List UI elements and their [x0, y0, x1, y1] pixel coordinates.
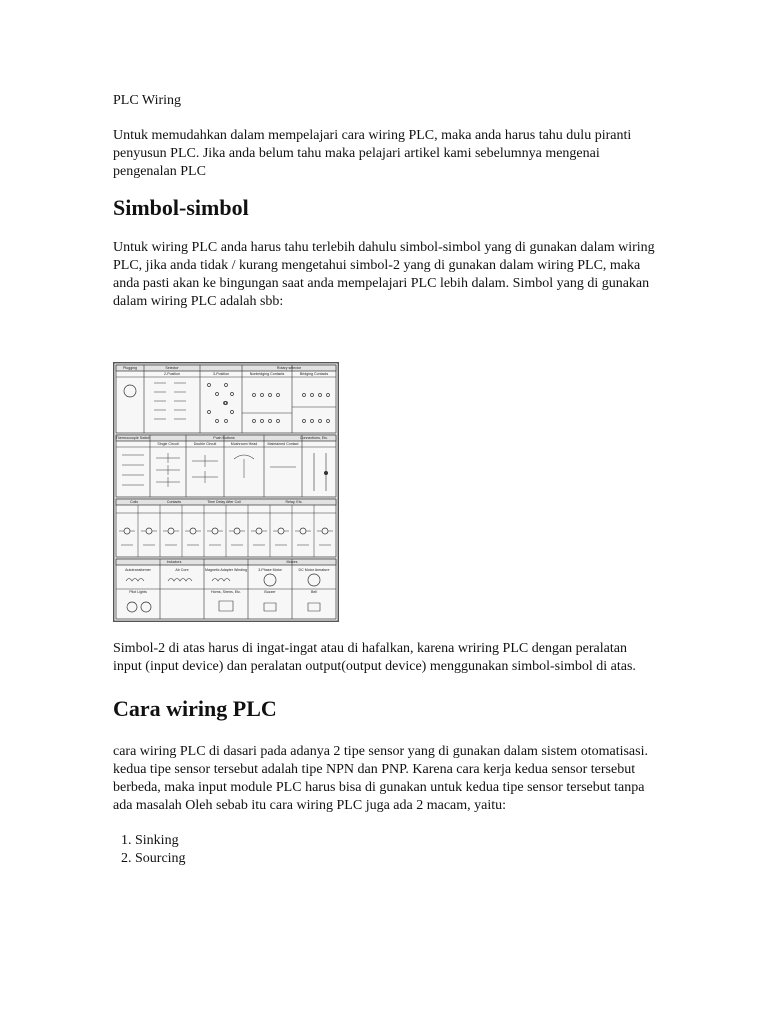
label-maintained: Maintained Contact — [267, 442, 299, 446]
label-connections: Connections, Etc. — [299, 436, 329, 440]
label-horns: Horns, Sirens, Etc. — [211, 590, 241, 594]
band-header — [116, 365, 336, 371]
label-dcmotor: DC Motor Armature — [298, 568, 330, 572]
label-bridging: Bridging Contacts — [299, 372, 329, 376]
label-selector: Selector — [165, 366, 179, 370]
label-nonbridging: Nonbridging Contacts — [249, 372, 285, 376]
label-pilotlights: Pilot Lights — [129, 590, 147, 594]
label-2position: 2-Position — [164, 372, 180, 376]
document-title: PLC Wiring — [113, 93, 182, 108]
label-single-circuit: Single Circuit — [157, 442, 179, 446]
label-coils: Coils — [130, 500, 138, 504]
section-heading-simbol: Simbol-simbol — [113, 195, 249, 220]
wiring-types-list — [113, 832, 658, 868]
label-autotransformer: Autotransformer — [125, 568, 151, 572]
label-rotary: Rotary selector — [276, 366, 302, 370]
label-pushbuttons: Push Buttons — [213, 436, 235, 440]
label-mushroom: Mushroom Head — [230, 442, 258, 446]
label-double-circuit: Double Circuit — [193, 442, 217, 446]
list-item-sinking: 1. Sinking — [135, 832, 658, 850]
after-figure-paragraph: Simbol-2 di atas harus di ingat-ingat atau di hafalkan, karena wriring PLC dengan peralatan input (input device) dan peralatan output(output device) menggunakan simbol-simbol di atas. — [113, 641, 636, 674]
label-relay: Relay, Etc. — [285, 500, 303, 504]
label-contacts: Contacts — [166, 500, 182, 504]
band-header — [116, 559, 336, 565]
label-timedelay: Time Delay After Coil — [207, 500, 241, 504]
label-magnetic: Magnetic Adapter Winding — [205, 568, 247, 572]
label-thermocouple: Thermocouple Switch — [115, 436, 151, 440]
document-page — [113, 92, 658, 868]
label-motors: Motors — [286, 560, 298, 564]
label-plugging: Plugging — [123, 366, 137, 370]
label-3position: 3-Position — [213, 372, 229, 376]
label-inductors: Inductors — [166, 560, 182, 564]
label-buzzer: Buzzer — [264, 590, 276, 594]
label-bell: Bell — [311, 590, 317, 594]
simbol-paragraph: Untuk wiring PLC anda harus tahu terlebih dahulu simbol-simbol yang di gunakan dalam wiring PLC, jika anda tidak / kurang mengetahui simbol-2 yang di gunakan dalam wiring PLC, maka anda pasti akan ke bingungan saat anda mempelajari PLC lebih dalam. Simbol yang di gunakan dalam wiring PLC adalah sbb: — [113, 240, 655, 309]
list-item-sourcing: 2. Sourcing — [135, 850, 658, 868]
connection-dot — [324, 471, 328, 475]
label-aircore: Air Core — [175, 568, 189, 572]
plc-symbols-chart — [114, 363, 338, 621]
cara-wiring-paragraph: cara wiring PLC di dasari pada adanya 2 tipe sensor yang di gunakan dalam sistem otomatisasi. kedua tipe sensor tersebut adalah tipe NPN dan PNP. Karena cara kerja kedua sensor tersebut berbeda, maka input module PLC harus bisa di gunakan untuk kedua tipe sensor tersebut tanpa ada masalah Oleh sebab itu cara wiring PLC juga ada 2 macam, yaitu: — [113, 744, 648, 813]
section-heading-cara-wiring: Cara wiring PLC — [113, 696, 277, 721]
intro-paragraph: Untuk memudahkan dalam mempelajari cara wiring PLC, maka anda harus tahu dulu piranti penyusun PLC. Jika anda belum tahu maka pelajari artikel kami sebelumnya mengenai pengenalan PLC — [113, 128, 632, 179]
label-3phase: 3-Phase Motor — [258, 568, 282, 572]
plc-symbols-figure — [113, 362, 339, 622]
